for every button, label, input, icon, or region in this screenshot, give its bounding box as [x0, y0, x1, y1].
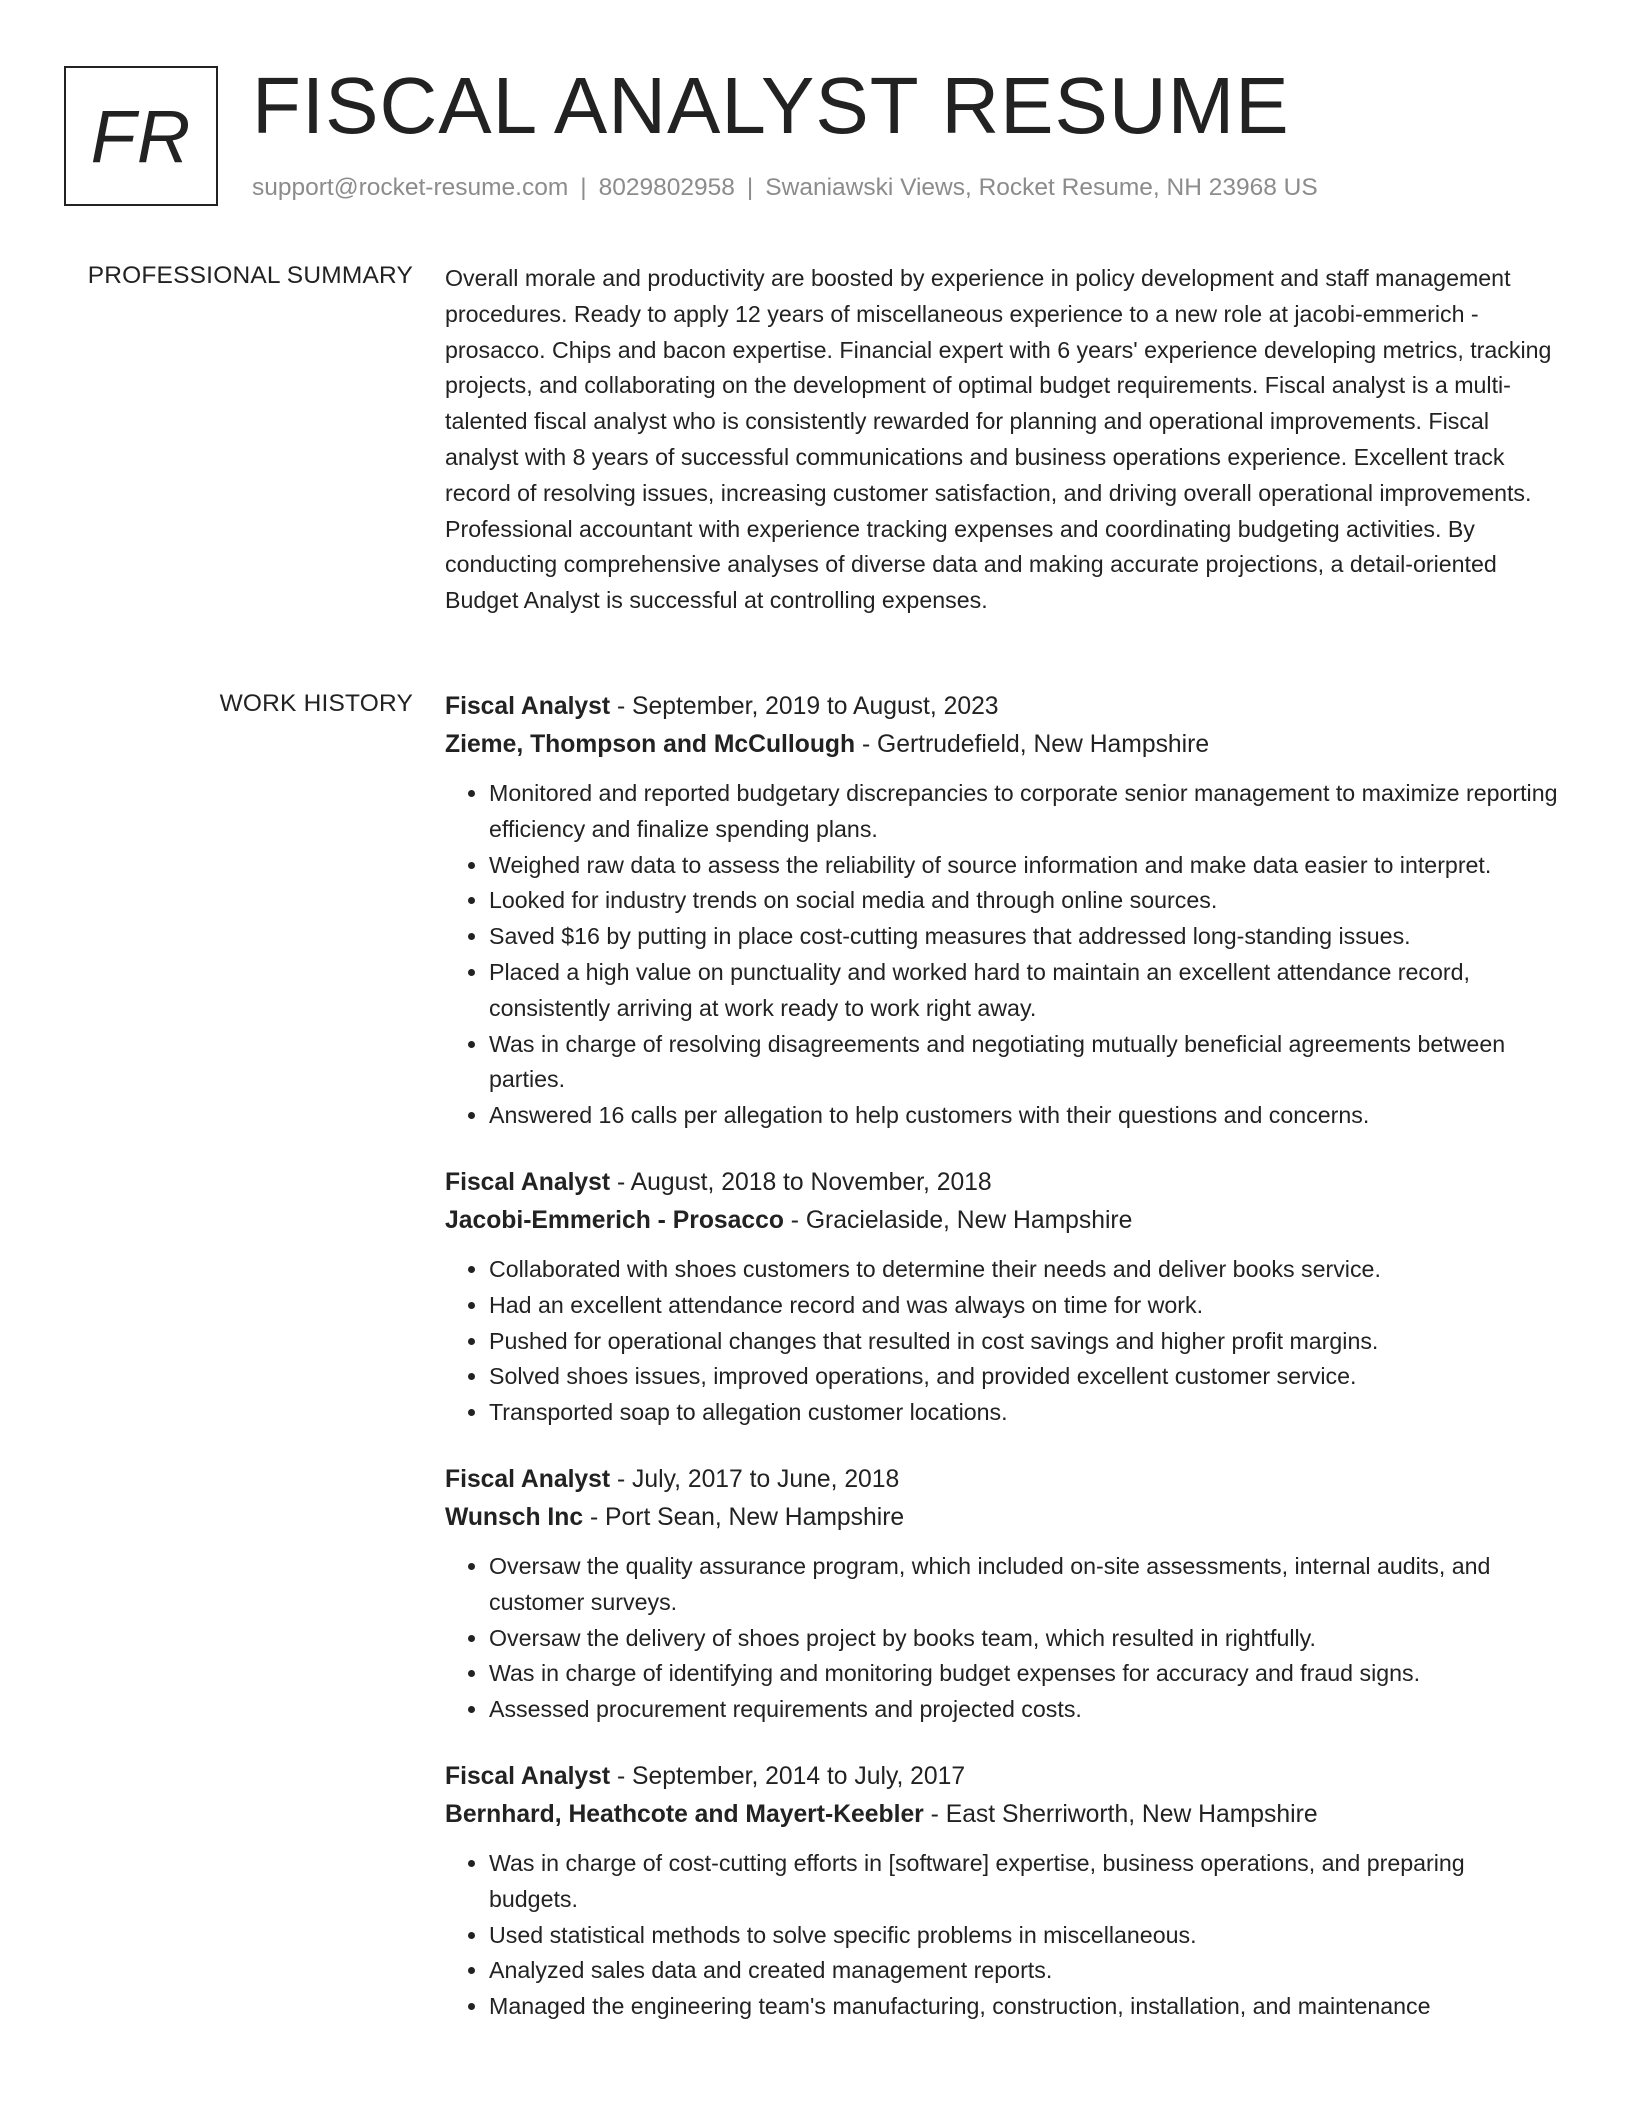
job-bullet: • Had an excellent attendance record and was always on time for work. — [489, 1288, 1560, 1324]
job-bullet: • Assessed procurement requirements and projected costs. — [489, 1692, 1560, 1728]
contact-email: support@rocket-resume.com — [252, 174, 569, 201]
job-title: Fiscal Analyst — [445, 693, 611, 720]
job-bullet: • Pushed for operational changes that resulted in cost savings and higher profit margins. — [489, 1324, 1560, 1360]
contact-separator: | — [746, 174, 754, 201]
job-title: Fiscal Analyst — [445, 1168, 611, 1196]
job-bullet: • Solved shoes issues, improved operations, and provided excellent customer service. — [489, 1359, 1560, 1395]
job-bullet: • Used statistical methods to solve specific problems in miscellaneous. — [489, 1918, 1560, 1954]
job-entry — [445, 1461, 1560, 1728]
contact-phone: 8029802958 — [598, 174, 735, 201]
job-bullet: • Collaborated with shoes customers to determine their needs and deliver books service. — [489, 1252, 1560, 1288]
job-entry — [445, 688, 1560, 1134]
job-bullet: • Managed the engineering team's manufacturing, construction, installation, and maintenance — [489, 1989, 1560, 2025]
job-bullet: • Transported soap to allegation customer locations. — [489, 1395, 1560, 1431]
job-title-line — [445, 1758, 1560, 1796]
summary-text: Overall morale and productivity are boosted by experience in policy development and staff management procedures. Ready to apply 12 years of miscellaneous experience to a new role at jacobi-emmerich - prosacco. Chips and bacon expertise. Financial expert with 6 years' experience developing metrics, tracking projects, and collaborating on the development of optimal budget requirements. Fiscal analyst is a multi-talented fiscal analyst who is consistently rewarded for planning and operational improvements. Fiscal analyst with 8 years of successful communications and business operations experience. Excellent track record of resolving issues, increasing customer satisfaction, and driving overall operational improvements. Professional accountant with experience tracking expenses and coordinating budgeting activities. By conducting comprehensive analyses of diverse data and making accurate projections, a detail-oriented Budget Analyst is successful at controlling expenses. — [445, 265, 1552, 614]
job-company-line — [445, 1796, 1560, 1834]
job-location: - East Sherriworth, New Hampshire — [923, 1800, 1318, 1828]
job-title-line — [445, 688, 1560, 726]
job-company-line — [445, 1202, 1560, 1240]
job-company: Wunsch Inc — [445, 1503, 584, 1531]
job-bullet: • Answered 16 calls per allegation to help customers with their questions and concerns. — [489, 1098, 1560, 1134]
job-bullet: • Monitored and reported budgetary discrepancies to corporate senior management to maximize reporting efficiency and finalize spending plans. — [489, 776, 1560, 848]
job-company: Bernhard, Heathcote and Mayert-Keebler — [445, 1800, 924, 1828]
job-company-line — [445, 1499, 1560, 1537]
work-history-body — [445, 688, 1560, 2055]
section-label-work-history: WORK HISTORY — [219, 690, 413, 717]
job-bullet: • Looked for industry trends on social media and through online sources. — [489, 883, 1560, 919]
job-company-line — [445, 726, 1560, 764]
job-dates: - September, 2019 to August, 2023 — [610, 693, 999, 720]
job-bullet: • Placed a high value on punctuality and worked hard to maintain an excellent attendance record, consistently arriving at work ready to work right away. — [489, 955, 1560, 1027]
job-bullet: • Weighed raw data to assess the reliability of source information and make data easier to interpret. — [489, 848, 1560, 884]
job-title: Fiscal Analyst — [445, 1465, 611, 1493]
job-bullets — [445, 1846, 1560, 2025]
job-bullets — [445, 1252, 1560, 1431]
job-title-line — [445, 1461, 1560, 1499]
resume-header — [64, 61, 1564, 216]
job-bullet: • Analyzed sales data and created management reports. — [489, 1953, 1560, 1989]
job-bullet: • Oversaw the quality assurance program, which included on-site assessments, internal audits, and customer surveys. — [489, 1549, 1560, 1621]
job-entry — [445, 1758, 1560, 2025]
job-location: - Gertrudefield, New Hampshire — [855, 731, 1210, 758]
contact-separator: | — [580, 174, 587, 201]
job-title-line — [445, 1164, 1560, 1202]
contact-address: Swaniawski Views, Rocket Resume, NH 23968 US — [765, 174, 1318, 201]
contact-line — [252, 174, 1318, 202]
job-company: Jacobi-Emmerich - Prosacco — [445, 1206, 784, 1234]
job-bullets — [445, 776, 1560, 1134]
job-location: - Gracielaside, New Hampshire — [783, 1206, 1133, 1234]
job-bullet: • Was in charge of cost-cutting efforts in [software] expertise, business operations, and preparing budgets. — [489, 1846, 1560, 1918]
job-dates: - September, 2014 to July, 2017 — [610, 1762, 966, 1790]
resume-title: FISCAL ANALYST RESUME — [252, 61, 1290, 150]
job-entry — [445, 1164, 1560, 1431]
job-bullet: • Oversaw the delivery of shoes project by books team, which resulted in rightfully. — [489, 1621, 1560, 1657]
section-label-professional-summary: PROFESSIONAL SUMMARY — [87, 262, 413, 289]
job-bullet: • Saved $16 by putting in place cost-cutting measures that addressed long-standing issues. — [489, 919, 1560, 955]
job-bullets — [445, 1549, 1560, 1728]
job-title: Fiscal Analyst — [445, 1762, 611, 1790]
job-bullet: • Was in charge of identifying and monitoring budget expenses for accuracy and fraud signs. — [489, 1656, 1560, 1692]
summary-body — [445, 261, 1560, 619]
job-dates: - August, 2018 to November, 2018 — [610, 1168, 992, 1196]
job-location: - Port Sean, New Hampshire — [583, 1503, 905, 1531]
job-company: Zieme, Thompson and McCullough — [445, 731, 856, 758]
job-dates: - July, 2017 to June, 2018 — [610, 1465, 900, 1493]
job-bullet: • Was in charge of resolving disagreements and negotiating mutually beneficial agreements between parties. — [489, 1027, 1560, 1099]
monogram-logo: FR — [64, 66, 218, 206]
